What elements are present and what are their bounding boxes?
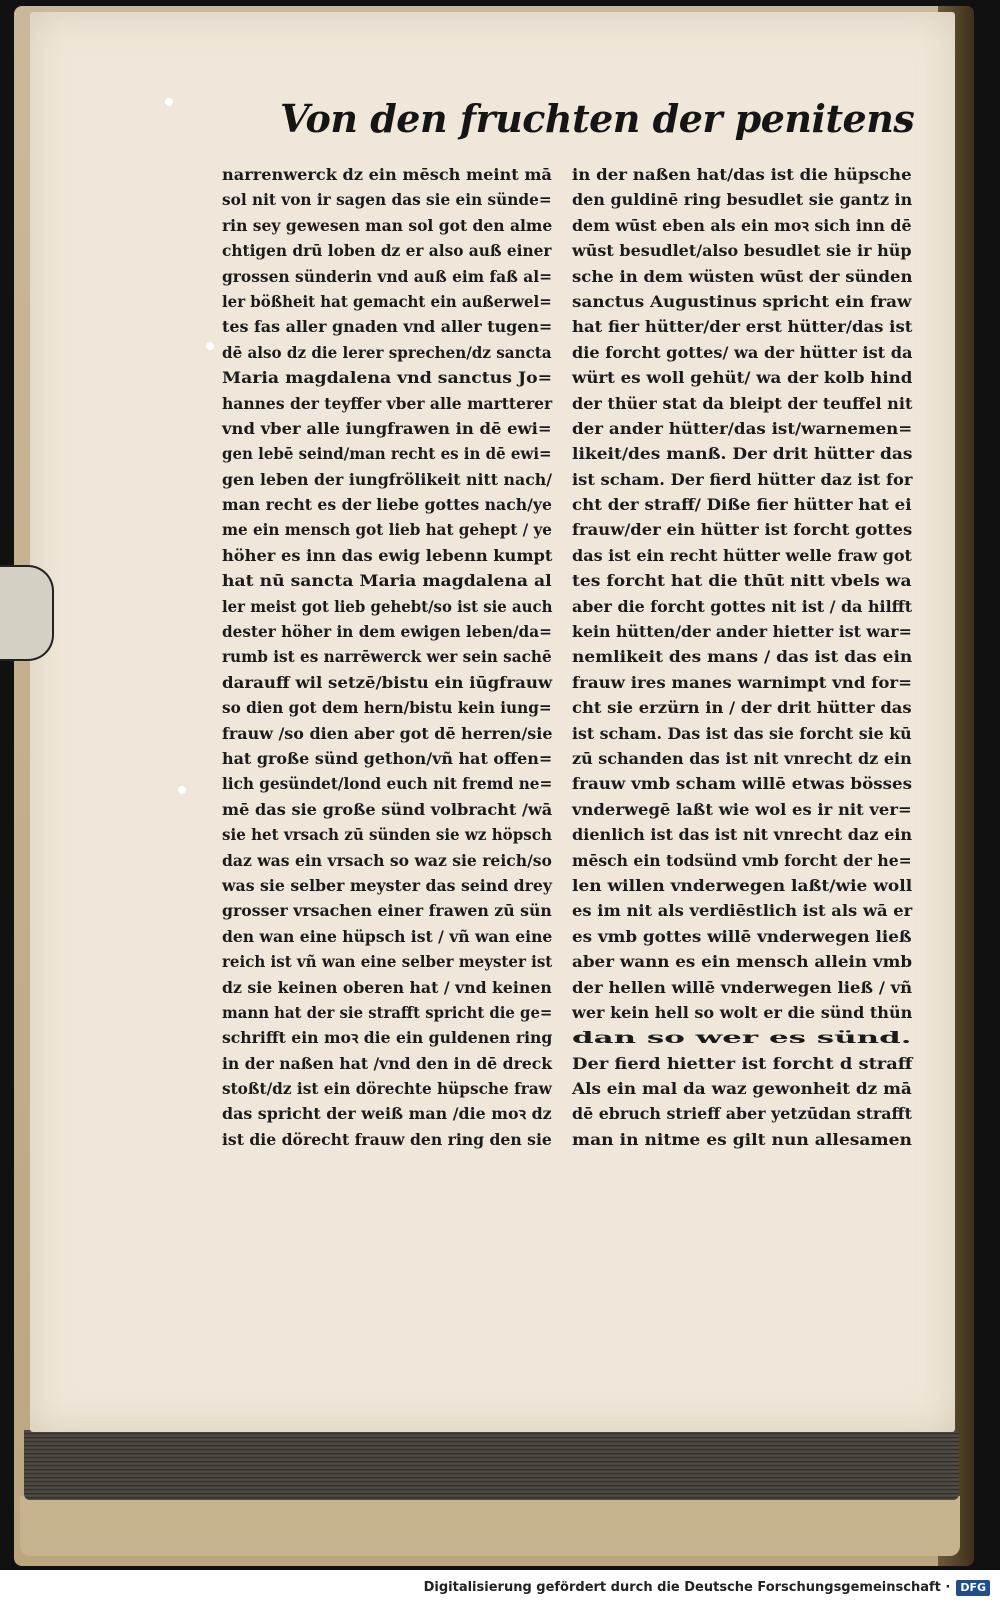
text-line: grosser vrsachen einer frawen zū sün bbox=[222, 901, 552, 921]
text-line: würt es woll gehüt/ wa der kolb hind bbox=[572, 368, 913, 388]
text-line: grossen sünderin vnd auß eim faß al= bbox=[222, 266, 553, 286]
text-line: dz sie keinen oberen hat / vnd keinen bbox=[222, 977, 552, 997]
text-line: vnderwegē laßt wie wol es ir nit ver= bbox=[572, 799, 912, 819]
text-line: hannes der teyffer vber alle martterer bbox=[222, 393, 553, 413]
text-line: sie het vrsach zū sünden sie wz höpsch bbox=[222, 825, 552, 845]
footer-text: Digitalisierung gefördert durch die Deutsche Forschungsgemeinschaft · bbox=[423, 1580, 951, 1595]
text-line: wer kein hell so wolt er die sünd thün bbox=[572, 1002, 913, 1022]
text-line: aber wann es ein mensch allein vmb bbox=[572, 952, 913, 972]
text-line: man in nitme es gilt nun allesamen bbox=[572, 1129, 912, 1149]
pin-hole bbox=[178, 786, 186, 794]
text-line: schrifft ein moꝛ die ein guldenen ring bbox=[222, 1028, 553, 1048]
text-line: ist scham. Der fierd hütter daz ist for bbox=[572, 469, 913, 489]
text-line: den guldinē ring besudlet sie gantz in bbox=[572, 190, 913, 210]
text-line: der hellen willē vnderwegen ließ / vñ bbox=[572, 977, 913, 997]
text-line: zū schanden das ist nit vnrecht dz ein bbox=[572, 748, 912, 768]
text-line: vnd vber alle iungfrawen in dē ewi= bbox=[222, 418, 552, 438]
text-line: in der naßen hat/das ist die hüpsche bbox=[572, 165, 912, 184]
text-line: cht der straff/ Diße fier hütter hat ei bbox=[572, 495, 912, 515]
text-line: stoßt/dz ist ein dörechte hüpsche fraw bbox=[222, 1079, 552, 1099]
text-line: gen lebē seind/man recht es in dē ewi= bbox=[222, 444, 552, 464]
text-line: frauw vmb scham willē etwas bösses bbox=[572, 774, 912, 794]
text-line: das ist ein recht hütter welle fraw got bbox=[572, 545, 912, 565]
text-line: rumb ist es narrēwerck wer sein sachē bbox=[222, 647, 552, 667]
text-line: hat nū sancta Maria magdalena al bbox=[222, 571, 552, 591]
dfg-logo: DFG bbox=[956, 1580, 990, 1596]
text-line: reich ist vñ wan eine selber meyster ist bbox=[222, 952, 553, 972]
page-clip bbox=[0, 565, 54, 661]
text-line: sol nit von ir sagen das sie ein sünde= bbox=[222, 190, 552, 210]
text-line: cht sie erzürn in / der drit hütter das bbox=[572, 698, 912, 718]
text-line: likeit/des manß. Der drit hütter das bbox=[572, 444, 913, 464]
text-line: sche in dem wüsten wūst der sünden bbox=[572, 266, 913, 286]
text-line: tes fas aller gnaden vnd aller tugen= bbox=[222, 317, 553, 337]
text-line: kein hütten/der ander hietter ist war= bbox=[572, 622, 912, 642]
text-line: es vmb gottes willē vnderwegen ließ bbox=[572, 926, 912, 946]
pin-hole bbox=[206, 342, 214, 350]
book-board bbox=[20, 1496, 960, 1556]
text-line: so dien got dem hern/bistu kein iung= bbox=[222, 698, 552, 718]
text-line: der thüer stat da bleipt der teuffel nit bbox=[572, 393, 913, 413]
text-line: ist scham. Das ist das sie forcht sie kū bbox=[572, 723, 912, 743]
text-line: tes forcht hat die thūt nitt vbels wa bbox=[572, 571, 912, 591]
text-line: hat fier hütter/der erst hütter/das ist bbox=[572, 317, 913, 337]
text-line: rin sey gewesen man sol got den alme bbox=[222, 215, 553, 235]
text-line: das spricht der weiß man /die moꝛ dz bbox=[222, 1104, 552, 1124]
text-line: den wan eine hüpsch ist / vñ wan eine bbox=[222, 926, 553, 946]
text-line: es im nit als verdiēstlich ist als wā er bbox=[572, 901, 913, 921]
text-line: dē also dz die lerer sprechen/dz sancta bbox=[222, 342, 552, 362]
text-line: dē ebruch strieff aber yetzūdan strafft bbox=[572, 1104, 912, 1124]
text-line: me ein mensch got lieb hat gehept / ye bbox=[222, 520, 552, 540]
text-line: höher es inn das ewig lebenn kumpt bbox=[222, 545, 553, 565]
text-line: daz was ein vrsach so waz sie reich/so bbox=[222, 850, 552, 870]
text-column-right bbox=[572, 162, 912, 1152]
text-line: Der fierd hietter ist forcht d straff bbox=[572, 1053, 913, 1073]
text-line: die forcht gottes/ wa der hütter ist da bbox=[572, 342, 913, 362]
text-line: ler bößheit hat gemacht ein außerwel= bbox=[222, 291, 552, 311]
text-line: dester höher in dem ewigen leben/da= bbox=[222, 622, 552, 642]
text-line: darauff wil setzē/bistu ein iūgfrauw bbox=[222, 672, 553, 692]
page-heading: Von den fruchten der penitens bbox=[280, 96, 915, 141]
text-line: man recht es der liebe gottes nach/ye bbox=[222, 495, 552, 515]
text-line: ler meist got lieb gehebt/so ist sie auch bbox=[222, 596, 553, 616]
text-line: gen leben der iungfrölikeit nitt nach/ bbox=[222, 469, 553, 489]
text-line: aber die forcht gottes nit ist / da hilfft bbox=[572, 596, 913, 616]
text-line: dem wūst eben als ein moꝛ sich inn dē bbox=[572, 215, 912, 235]
text-line: mann hat der sie strafft spricht die ge= bbox=[222, 1002, 553, 1022]
text-line: lich gesündet/lond euch nit fremd ne= bbox=[222, 774, 553, 794]
text-line: wūst besudlet/also besudlet sie ir hüp bbox=[572, 241, 912, 261]
text-line: hat große sünd gethon/vñ hat offen= bbox=[222, 748, 553, 768]
text-line: sanctus Augustinus spricht ein fraw bbox=[572, 291, 912, 311]
text-line: nemlikeit des mans / das ist das ein bbox=[572, 647, 913, 667]
text-line: chtigen drū loben dz er also auß einer bbox=[222, 241, 552, 261]
text-line: dienlich ist das ist nit vnrecht daz ein bbox=[572, 825, 913, 845]
text-line: der ander hütter/das ist/warnemen= bbox=[572, 418, 913, 438]
text-line: frauw /so dien aber got dē herren/sie bbox=[222, 723, 553, 743]
page-edges bbox=[24, 1430, 959, 1500]
footer-credit bbox=[424, 1577, 990, 1599]
text-line: dan so wer es sünd. bbox=[572, 1028, 912, 1048]
text-column-left bbox=[222, 162, 552, 1152]
text-line: was sie selber meyster das seind drey bbox=[222, 875, 553, 895]
pin-hole bbox=[165, 98, 173, 106]
text-line: ist die dörecht frauw den ring den sie bbox=[222, 1129, 552, 1149]
text-line: Als ein mal da waz gewonheit dz mā bbox=[572, 1079, 912, 1099]
text-line: frauw/der ein hütter ist forcht gottes bbox=[572, 520, 913, 540]
text-line: mēsch ein todsünd vmb forcht der he= bbox=[572, 850, 912, 870]
text-line: Maria magdalena vnd sanctus Jo= bbox=[222, 368, 553, 388]
text-line: frauw ires manes warnimpt vnd for= bbox=[572, 672, 913, 692]
text-line: mē das sie große sünd volbracht /wā bbox=[222, 799, 553, 819]
text-line: narrenwerck dz ein mēsch meint mā bbox=[222, 165, 552, 184]
text-line: in der naßen hat /vnd den in dē dreck bbox=[222, 1053, 553, 1073]
text-line: len willen vnderwegen laßt/wie woll bbox=[572, 875, 913, 895]
